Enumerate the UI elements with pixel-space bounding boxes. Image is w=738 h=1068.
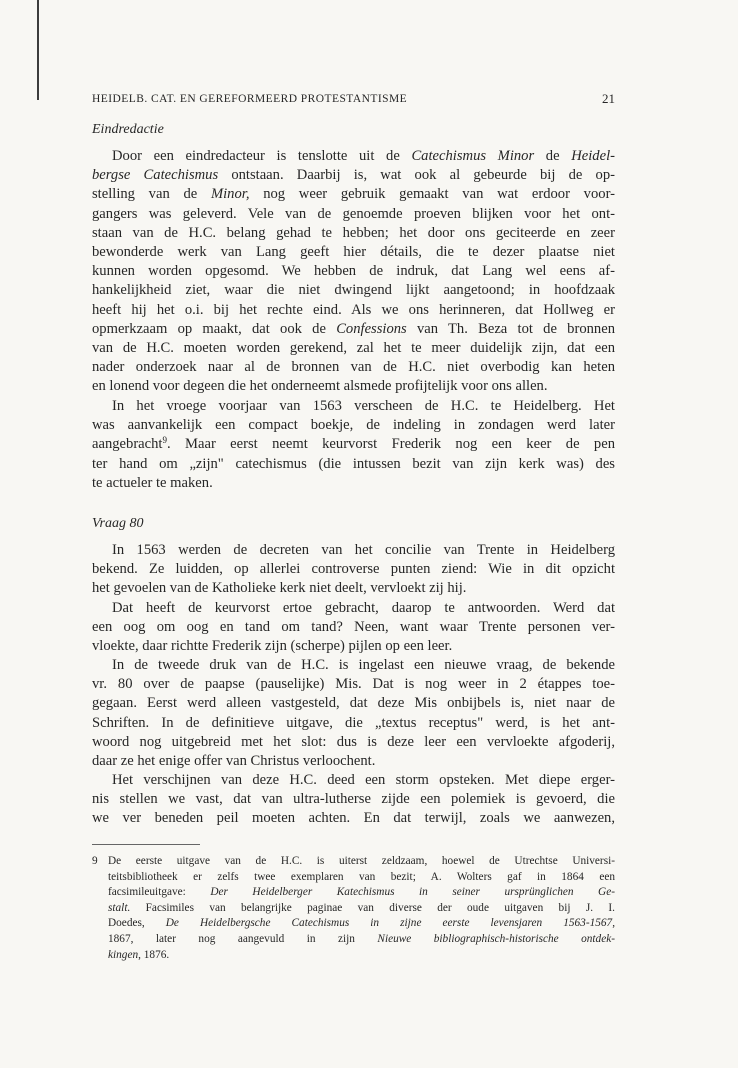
text-line: In het vroege voorjaar van 1563 verscheen de H.C. te Heidelberg. Het [112, 398, 615, 414]
footnote-line: teitsbibliotheek er zelfs twee exemplaren van bezit; A. Wolters gaf in 1864 een [108, 870, 615, 883]
text-line: Het verschijnen van deze H.C. deed een storm opsteken. Met diepe erger- [112, 772, 615, 788]
text-line: Dat heeft de keurvorst ertoe gebracht, daarop te antwoorden. Werd dat [112, 600, 615, 616]
running-head-title: HEIDELB. CAT. EN GEREFORMEERD PROTESTANTISME [92, 93, 408, 105]
page-number: 21 [602, 91, 615, 106]
paragraph-vraag80-3 [92, 656, 615, 771]
footnote-line: Doedes, De Heidelbergsche Catechismus in zijne eerste levensjaren 1563-1567, [108, 917, 616, 930]
footnote-line: 9 De eerste uitgave van de H.C. is uiterst zeldzaam, hoewel de Utrechtse Universi- [92, 854, 615, 870]
text-line: we ver beneden peil moeten achten. En dat terwijl, zoals we aanwezen, [92, 810, 615, 827]
text-line: In 1563 werden de decreten van het concilie van Trente in Heidelberg [112, 542, 615, 558]
text-line: hankelijkheid ziet, waar die niet dwingend lijkt aangetoond; in hoofdzaak [92, 282, 615, 299]
text-line: ter hand om „zijn" catechismus (die intussen bezit van zijn kerk was) des [92, 455, 615, 472]
text-line: bewonderde werk van Lang geeft hier détails, die te dezer plaatse niet [92, 243, 615, 260]
text-line: van de H.C. moeten worden gerekend, zal het te meer duidelijk zijn, dat een [92, 339, 615, 356]
footnote-line: kingen, 1876. [108, 948, 170, 961]
text-line: bergse Catechismus ontstaan. Daarbij is, wat ook al gebeurde bij de op- [92, 167, 615, 184]
text-line: staan van de H.C. belang gehad te hebben; het door ons geciteerde en zeer [92, 224, 615, 241]
footnote-number: 9 [92, 855, 98, 867]
text-line: bekend. Ze luidden, op allerlei controverse punten ziend: Wie in dit opzicht [92, 561, 615, 578]
text-line: vr. 80 over de paapse (pauselijke) Mis. Dat is nog weer in 2 étappes toe- [92, 676, 615, 693]
running-head [92, 91, 615, 107]
text-line: stelling van de Minor, nog weer gebruik gemaakt van wat erdoor voor- [92, 186, 615, 203]
text-line: daar ze het enige offer van Christus verloochent. [92, 752, 376, 769]
footnote-line: facsimileuitgave: Der Heidelberger Katechismus in seiner ursprünglichen Ge- [108, 886, 615, 899]
text-line: gangers was geleverd. Vele van de genoemde proeven blijken voor het ont- [92, 205, 615, 222]
paragraph-eindredactie-2 [92, 397, 615, 493]
text-line: aangebracht$^9$. Maar eerst neemt keurvorst Frederik nog een keer de pen [92, 435, 615, 453]
text-line: heeft hij het o.i. bij het rechte eind. Als we ons herinneren, dat Hollweg er [92, 301, 615, 318]
text-line: een oog om oog en tand om tand? Neen, want waar Trente personen ver- [92, 619, 615, 636]
footnote-line: 1867, later nog aangevuld in zijn Nieuwe bibliographisch-historische ontdek- [108, 932, 615, 945]
footnote-9 [92, 854, 615, 963]
text-line: In de tweede druk van de H.C. is ingelast een nieuwe vraag, de bekende [112, 657, 615, 673]
scan-edge-line [37, 0, 39, 100]
text-line: woord nog uitgebreid met het slot: dus is deze leer een vervloekte afgoderij, [92, 733, 615, 750]
text-line: Door een eindredacteur is tenslotte uit de Catechismus Minor de Heidel- [112, 148, 615, 164]
footnote-divider [92, 844, 200, 845]
section-heading-eindredactie: Eindredactie [92, 122, 164, 137]
text-line: gegaan. Eerst werd alleen vastgesteld, dat deze Mis onbijbels is, niet naar de [92, 695, 615, 712]
text-line: en lonend voor degeen die het onderneemt alsmede profijtelijk voor ons allen. [92, 378, 548, 395]
paragraph-vraag80-2 [92, 599, 615, 657]
text-line: was aanvankelijk een compact boekje, de indeling in zondagen werd later [92, 417, 615, 434]
text-line: opmerkzaam op maakt, dat ook de Confessions van Th. Beza tot de bronnen [92, 320, 615, 337]
text-line: Schriften. In de definitieve uitgave, die „textus receptus" werd, is het ant- [92, 714, 615, 731]
footnote-reference: 9 [162, 435, 167, 446]
text-line: het gevoelen van de Katholieke kerk niet deelt, vervloekt zij hij. [92, 580, 467, 597]
text-line: nader onderzoek naar al de bronnen van de H.C. niet overbodig kan heten [92, 359, 615, 376]
paragraph-vraag80-1 [92, 541, 615, 599]
paragraph-vraag80-4 [92, 771, 615, 829]
text-line: te actueler te maken. [92, 474, 213, 491]
text-line: kunnen worden opgesomd. We hebben de indruk, dat Lang wel eens af- [92, 263, 615, 280]
section-heading-vraag-80: Vraag 80 [92, 516, 144, 531]
footnote-line: stalt. Facsimiles van belangrijke paginae van diverse der oude uitgaven bij J. I. [108, 901, 615, 914]
paragraph-eindredactie-1 [92, 147, 615, 396]
text-line: nis stellen we vast, dat van ultra-lutherse zijde een polemiek is gevoerd, die [92, 791, 615, 808]
text-line: vloekte, daar richtte Frederik zijn (scherpe) pijlen op een leer. [92, 638, 453, 655]
